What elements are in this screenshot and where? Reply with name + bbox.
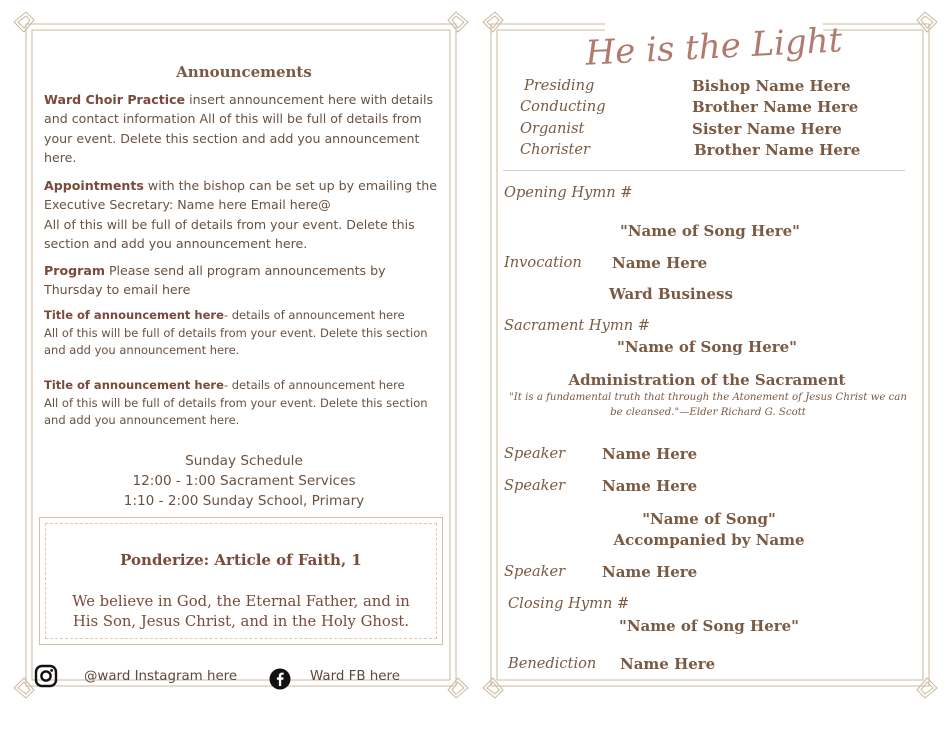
- officiators-divider: [503, 170, 905, 171]
- ward-choir-text: insert announcement here with details and contact information All of this will be full of details from your event. Delete this section and add you announcement here.: [44, 92, 434, 166]
- invocation-label: Invocation: [504, 254, 582, 271]
- appointments-label: Appointments: [44, 178, 144, 193]
- closing-hymn-song: "Name of Song Here": [619, 617, 799, 635]
- ponderize-text: [40, 592, 442, 632]
- speaker-3-label: Speaker: [504, 563, 566, 580]
- schedule-title: Sunday Schedule: [185, 453, 303, 469]
- chorister-name: Brother Name Here: [694, 141, 861, 159]
- announcement-2-label: Title of announcement here: [44, 378, 224, 392]
- closing-hymn-label: Closing Hymn #: [508, 595, 630, 612]
- speaker-3-name: Name Here: [602, 563, 698, 581]
- speaker-2-name: Name Here: [602, 477, 698, 495]
- appointments-text-2: All of this will be full of details from your event. Delete this section and add you announcement here.: [44, 216, 415, 252]
- ponderize-line-2: His Son, Jesus Christ, and in the Holy Ghost.: [72, 613, 410, 630]
- announcement-1-label: Title of announcement here: [44, 308, 224, 322]
- opening-hymn-song: "Name of Song Here": [620, 222, 800, 240]
- right-page: [481, 10, 939, 700]
- script-title-text: He is the Light: [584, 20, 844, 74]
- program-text: Please send all program announcements by Thursday to email here: [44, 263, 386, 298]
- facebook-icon[interactable]: [269, 668, 291, 690]
- schedule-line-1: 12:00 - 1:00 Sacrament Services: [132, 473, 356, 489]
- announcement-2: [44, 377, 448, 430]
- program-label: Program: [44, 263, 105, 278]
- conducting-role: Conducting: [520, 98, 606, 115]
- ward-choir-label: Ward Choir Practice: [44, 92, 186, 107]
- appointments-text: with the bishop can be set up by emailing the Executive Secretary: Name here Email here@: [44, 178, 437, 213]
- appointments-announcement: [44, 176, 448, 254]
- announcement-2-text: - details of announcement here: [223, 378, 405, 392]
- presiding-role: Presiding: [524, 77, 595, 94]
- ponderize-line-1: We believe in God, the Eternal Father, and in: [72, 593, 410, 610]
- chorister-role: Chorister: [520, 141, 590, 158]
- announcements-title: Announcements: [176, 63, 312, 81]
- ward-choir-announcement: [44, 90, 448, 168]
- invocation-name: Name Here: [612, 254, 708, 272]
- ponderize-title: Ponderize: Article of Faith, 1: [120, 551, 362, 569]
- instagram-handle[interactable]: @ward Instagram here: [84, 669, 238, 684]
- left-page: [12, 10, 470, 700]
- administration-quote: "It is a fundamental truth that through the Atonement of Jesus Christ we can be cleansed."—Elder Richard G. Scott: [509, 392, 907, 418]
- announcement-1-text: - details of announcement here: [223, 308, 405, 322]
- speaker-1-name: Name Here: [602, 445, 698, 463]
- ponderize-box: [39, 517, 443, 645]
- musical-number-song: "Name of Song": [642, 510, 776, 528]
- program-announcement: [44, 261, 448, 300]
- organist-name: Sister Name Here: [692, 120, 842, 138]
- sacrament-hymn-label: Sacrament Hymn #: [504, 317, 651, 334]
- speaker-1-label: Speaker: [504, 445, 566, 462]
- presiding-name: Bishop Name Here: [692, 77, 851, 95]
- instagram-icon[interactable]: [34, 664, 58, 688]
- announcement-2-text-2: All of this will be full of details from your event. Delete this section and add you announcement here.: [44, 395, 428, 428]
- opening-hymn-label: Opening Hymn #: [504, 184, 633, 201]
- musical-number-accompanied: Accompanied by Name: [613, 531, 805, 549]
- facebook-handle[interactable]: Ward FB here: [310, 669, 400, 684]
- organist-role: Organist: [520, 120, 585, 137]
- script-title: [584, 10, 844, 80]
- benediction-label: Benediction: [508, 655, 597, 672]
- administration-title: Administration of the Sacrament: [568, 371, 846, 389]
- speaker-2-label: Speaker: [504, 477, 566, 494]
- announcement-1: [44, 307, 448, 360]
- ward-business: Ward Business: [609, 285, 733, 303]
- schedule-line-2: 1:10 - 2:00 Sunday School, Primary: [123, 493, 365, 509]
- announcement-1-text-2: All of this will be full of details from your event. Delete this section and add you announcement here.: [44, 325, 428, 358]
- benediction-name: Name Here: [620, 655, 716, 673]
- conducting-name: Brother Name Here: [692, 98, 859, 116]
- sacrament-hymn-song: "Name of Song Here": [617, 338, 797, 356]
